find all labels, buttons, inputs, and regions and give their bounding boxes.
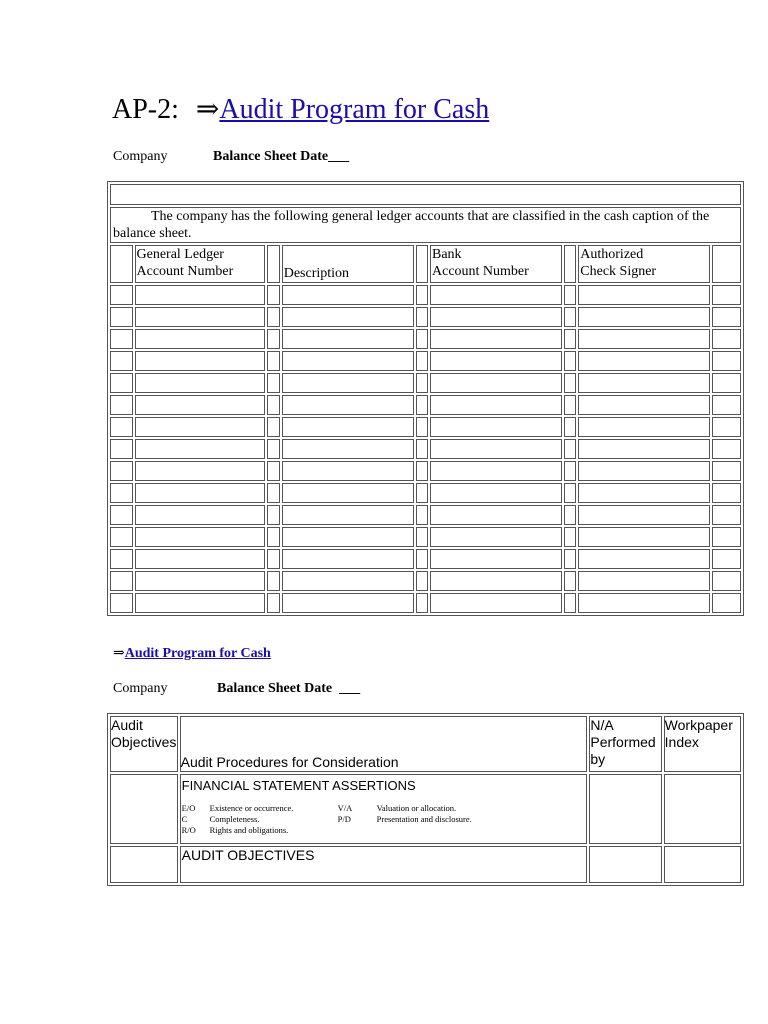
blank-cell bbox=[564, 593, 576, 613]
blank-cell bbox=[416, 461, 428, 481]
blank-cell bbox=[416, 483, 428, 503]
blank-cell bbox=[110, 417, 133, 437]
blank-cell bbox=[110, 527, 133, 547]
table-row bbox=[110, 307, 741, 327]
blank-cell bbox=[430, 461, 562, 481]
assertions-cell bbox=[180, 774, 588, 844]
audit-procedures-table bbox=[107, 713, 744, 886]
blank-cell bbox=[578, 483, 710, 503]
company-label: Company bbox=[113, 149, 168, 164]
blank-cell bbox=[135, 417, 266, 437]
blank-cell bbox=[282, 417, 414, 437]
blank-cell bbox=[282, 439, 414, 459]
blank-cell bbox=[430, 395, 562, 415]
blank-cell bbox=[430, 483, 562, 503]
blank-cell bbox=[430, 329, 562, 349]
blank-cell bbox=[416, 417, 428, 437]
blank-cell bbox=[712, 593, 741, 613]
table-header-row bbox=[110, 716, 741, 772]
blank-cell bbox=[578, 505, 710, 525]
list-item: C Completeness. P/D Presentation and disclosure. bbox=[181, 814, 472, 824]
intro-text: The company has the following general ledger accounts that are classified in the cash caption of the balance sheet. bbox=[113, 209, 710, 241]
blank-cell bbox=[135, 373, 266, 393]
blank-cell bbox=[564, 549, 576, 569]
blank-cell bbox=[712, 549, 741, 569]
blank-cell bbox=[564, 373, 576, 393]
blank-cell bbox=[578, 571, 710, 591]
blank-cell bbox=[267, 527, 279, 547]
blank-cell bbox=[578, 593, 710, 613]
column-header-procedures: Audit Procedures for Consideration bbox=[180, 716, 588, 772]
blank-cell bbox=[267, 395, 279, 415]
table-row bbox=[110, 549, 741, 569]
blank-cell bbox=[578, 307, 710, 327]
table-row bbox=[110, 351, 741, 371]
arrow-icon: ⇒ bbox=[113, 646, 125, 661]
blank-cell bbox=[135, 571, 266, 591]
blank-cell bbox=[267, 329, 279, 349]
blank-cell bbox=[416, 373, 428, 393]
table-row bbox=[110, 571, 741, 591]
blank-cell bbox=[712, 395, 741, 415]
blank-cell bbox=[416, 329, 428, 349]
blank-cell bbox=[267, 505, 279, 525]
table-row bbox=[110, 207, 741, 243]
blank-cell bbox=[282, 373, 414, 393]
blank-cell bbox=[110, 307, 133, 327]
blank-cell bbox=[135, 307, 266, 327]
intro-cell bbox=[110, 207, 741, 243]
blank-cell bbox=[712, 285, 741, 305]
blank-cell bbox=[430, 351, 562, 371]
blank-cell bbox=[110, 439, 133, 459]
company-label-2: Company bbox=[113, 681, 168, 696]
table-row bbox=[110, 846, 741, 883]
blank-cell bbox=[712, 505, 741, 525]
blank-cell bbox=[712, 527, 741, 547]
blank-cell bbox=[282, 593, 414, 613]
blank-cell bbox=[416, 307, 428, 327]
blank-cell bbox=[416, 505, 428, 525]
blank-cell bbox=[282, 549, 414, 569]
blank-cell bbox=[564, 417, 576, 437]
blank-cell bbox=[564, 527, 576, 547]
table-row bbox=[110, 417, 741, 437]
blank-cell bbox=[416, 549, 428, 569]
blank-cell bbox=[267, 461, 279, 481]
blank-cell bbox=[110, 505, 133, 525]
blank-cell bbox=[712, 439, 741, 459]
blank-cell bbox=[110, 285, 133, 305]
blank-cell bbox=[564, 351, 576, 371]
blank-cell bbox=[430, 571, 562, 591]
blank-cell bbox=[430, 527, 562, 547]
assertions-title: FINANCIAL STATEMENT ASSERTIONS bbox=[181, 778, 416, 793]
blank-cell bbox=[416, 527, 428, 547]
table-row bbox=[110, 505, 741, 525]
blank-cell bbox=[712, 329, 741, 349]
title-prefix: AP-2: bbox=[112, 94, 179, 125]
balance-sheet-date-label-2: Balance Sheet Date ___ bbox=[217, 681, 361, 696]
blank-cell bbox=[430, 439, 562, 459]
audit-objectives-title: AUDIT OBJECTIVES bbox=[180, 846, 588, 883]
blank-cell bbox=[430, 373, 562, 393]
blank-cell bbox=[110, 483, 133, 503]
blank-cell bbox=[135, 285, 266, 305]
column-header-workpaper: Workpaper Index bbox=[664, 716, 741, 772]
blank-cell bbox=[282, 395, 414, 415]
blank-cell bbox=[110, 351, 133, 371]
blank-cell bbox=[267, 373, 279, 393]
column-header-check-signer: Authorized Check Signer bbox=[578, 245, 710, 283]
blank-rows bbox=[110, 285, 741, 613]
blank-cell bbox=[430, 549, 562, 569]
blank-cell bbox=[712, 307, 741, 327]
blank-cell bbox=[578, 527, 710, 547]
blank-cell bbox=[578, 417, 710, 437]
blank-cell bbox=[267, 307, 279, 327]
table-row bbox=[110, 285, 741, 305]
blank-cell bbox=[578, 285, 710, 305]
blank-cell bbox=[430, 593, 562, 613]
blank-cell bbox=[267, 417, 279, 437]
blank-cell bbox=[135, 483, 266, 503]
blank-cell bbox=[110, 373, 133, 393]
table-row bbox=[110, 439, 741, 459]
blank-cell bbox=[267, 351, 279, 371]
blank-cell bbox=[135, 329, 266, 349]
blank-cell bbox=[267, 439, 279, 459]
column-header-description: Description bbox=[282, 245, 414, 283]
blank-cell bbox=[282, 351, 414, 371]
blank-cell bbox=[564, 439, 576, 459]
table-row bbox=[110, 461, 741, 481]
blank-cell bbox=[135, 395, 266, 415]
blank-cell bbox=[712, 417, 741, 437]
table-row bbox=[110, 373, 741, 393]
blank-cell bbox=[110, 461, 133, 481]
blank-cell bbox=[282, 527, 414, 547]
table-row bbox=[110, 329, 741, 349]
cash-accounts-table bbox=[107, 181, 744, 616]
table-row bbox=[110, 593, 741, 613]
blank-cell bbox=[282, 329, 414, 349]
blank-cell bbox=[135, 527, 266, 547]
blank-cell bbox=[282, 461, 414, 481]
blank-cell bbox=[578, 373, 710, 393]
balance-sheet-date-label: Balance Sheet Date___ bbox=[213, 149, 350, 164]
blank-cell bbox=[712, 483, 741, 503]
blank-cell bbox=[135, 439, 266, 459]
list-item: E/O Existence or occurrence. V/A Valuation or allocation. bbox=[181, 803, 457, 813]
table-row bbox=[110, 184, 741, 205]
column-header-objectives: Audit Objectives bbox=[110, 716, 178, 772]
blank-cell bbox=[416, 395, 428, 415]
blank-cell bbox=[416, 285, 428, 305]
blank-cell bbox=[282, 285, 414, 305]
blank-cell bbox=[578, 549, 710, 569]
table-row bbox=[110, 395, 741, 415]
blank-cell bbox=[578, 395, 710, 415]
blank-cell bbox=[110, 571, 133, 591]
blank-cell bbox=[564, 461, 576, 481]
blank-cell bbox=[282, 307, 414, 327]
audit-program-sublink[interactable]: Audit Program for Cash bbox=[124, 646, 271, 661]
blank-cell bbox=[578, 461, 710, 481]
blank-cell bbox=[564, 395, 576, 415]
blank-cell bbox=[282, 483, 414, 503]
blank-cell bbox=[430, 285, 562, 305]
blank-cell bbox=[712, 373, 741, 393]
blank-cell bbox=[267, 549, 279, 569]
table-row bbox=[110, 527, 741, 547]
blank-cell bbox=[578, 351, 710, 371]
blank-cell bbox=[282, 571, 414, 591]
blank-cell bbox=[430, 307, 562, 327]
blank-cell bbox=[430, 417, 562, 437]
blank-cell bbox=[564, 483, 576, 503]
blank-cell bbox=[564, 307, 576, 327]
assertions-list bbox=[181, 803, 587, 836]
blank-cell bbox=[267, 285, 279, 305]
blank-cell bbox=[110, 549, 133, 569]
blank-cell bbox=[416, 593, 428, 613]
blank-cell bbox=[564, 505, 576, 525]
blank-cell bbox=[110, 395, 133, 415]
audit-program-link[interactable]: Audit Program for Cash bbox=[219, 94, 490, 125]
column-header-gl-account: General Ledger Account Number bbox=[135, 245, 266, 283]
blank-header-cell bbox=[110, 184, 741, 205]
blank-cell bbox=[135, 593, 266, 613]
blank-cell bbox=[267, 483, 279, 503]
blank-cell bbox=[578, 439, 710, 459]
table-row bbox=[110, 774, 741, 844]
column-header-performed: N/A Performed by bbox=[589, 716, 661, 772]
blank-cell bbox=[282, 505, 414, 525]
blank-cell bbox=[135, 461, 266, 481]
blank-cell bbox=[135, 549, 266, 569]
blank-cell bbox=[135, 351, 266, 371]
blank-cell bbox=[564, 329, 576, 349]
blank-cell bbox=[110, 329, 133, 349]
blank-cell bbox=[416, 351, 428, 371]
table-row bbox=[110, 483, 741, 503]
section-heading bbox=[113, 644, 271, 663]
blank-cell bbox=[110, 593, 133, 613]
blank-cell bbox=[712, 351, 741, 371]
arrow-icon: ⇒ bbox=[195, 94, 220, 125]
blank-cell bbox=[712, 461, 741, 481]
page-title bbox=[112, 92, 489, 128]
blank-cell bbox=[430, 505, 562, 525]
table-header-row bbox=[110, 245, 741, 283]
blank-cell bbox=[564, 285, 576, 305]
column-header-bank-account: Bank Account Number bbox=[430, 245, 562, 283]
list-item: R/O Rights and obligations. bbox=[181, 825, 289, 835]
blank-cell bbox=[564, 571, 576, 591]
blank-cell bbox=[578, 329, 710, 349]
blank-cell bbox=[416, 439, 428, 459]
blank-cell bbox=[267, 571, 279, 591]
blank-cell bbox=[712, 571, 741, 591]
blank-cell bbox=[416, 571, 428, 591]
blank-cell bbox=[267, 593, 279, 613]
blank-cell bbox=[135, 505, 266, 525]
